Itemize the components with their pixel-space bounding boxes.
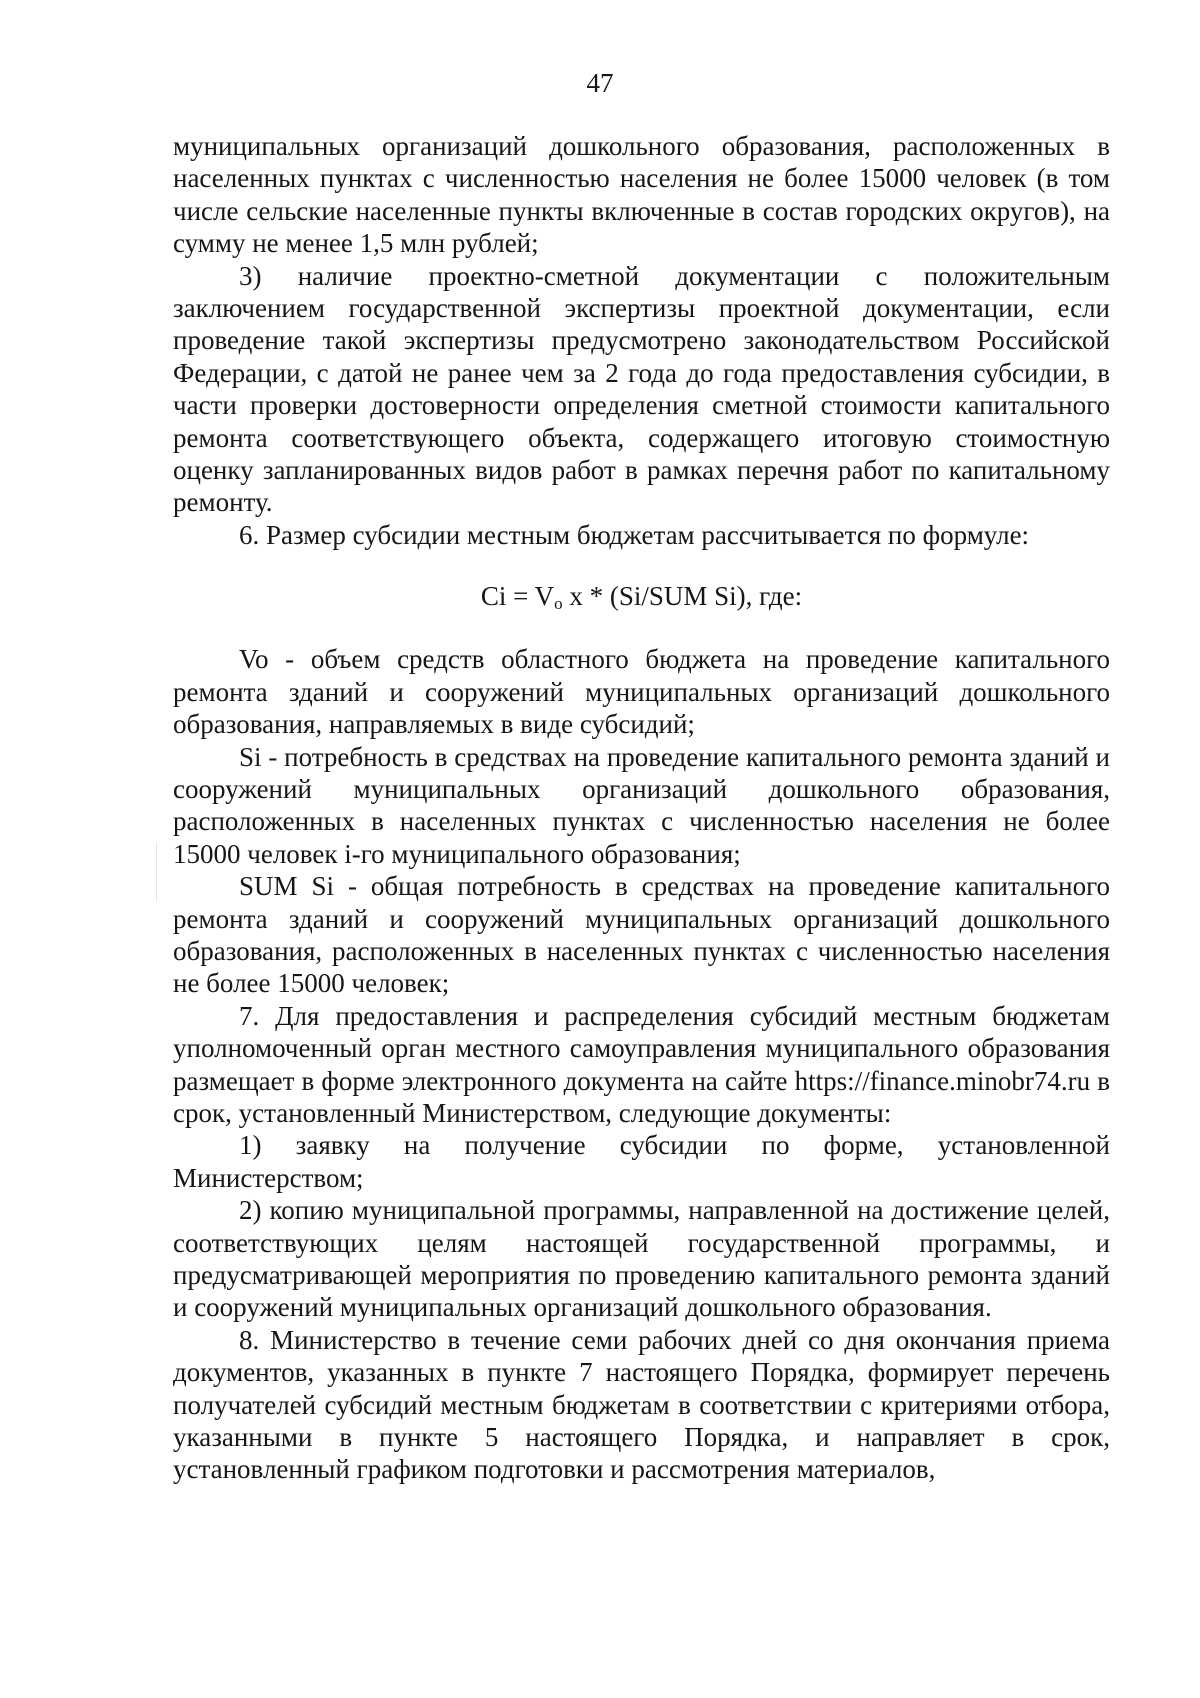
formula-lead: Ci = V	[480, 581, 555, 612]
paragraph-section-8: 8. Министерство в течение семи рабочих дней со дня окончания приема документов, указанных в пункте 7 настоящего Порядка, формирует перечень получателей субсидий местным бюджетам в соответствии с критериями отбора, указанными в пункте 5 настоящего Порядка, и направляет в срок, установленный графиком подготовки и рассмотрения материалов,	[173, 1324, 1110, 1485]
formula-tail: x * (Si/SUM Si), где:	[562, 581, 803, 612]
definition-vo: Vo - объем средств областного бюджета на проведение капитального ремонта зданий и сооружений муниципальных организаций дошкольного образования, направляемых в виде субсидий;	[173, 644, 1110, 740]
definition-sum-si: SUM Si - общая потребность в средствах на проведение капитального ремонта зданий и сооружений муниципальных организаций дошкольного образования, расположенных в населенных пунктах с численностью населения не более 15000 человек;	[173, 871, 1110, 999]
page-number: 47	[586, 68, 614, 98]
paragraph-section-6: 6. Размер субсидии местным бюджетам рассчитывается по формуле:	[239, 519, 1030, 550]
paragraph-item-3: 3) наличие проектно-сметной документации с положительным заключением государственной экспертизы проектной документации, если проведение такой экспертизы предусмотрено законодательством Российской Федерации, с датой не ранее чем за 2 года до года предоставления субсидии, в части проверки достоверности определения сметной стоимости капитального ремонта соответствующего объекта, содержащего итоговую стоимостную оценку запланированных видов работ в рамках перечня работ по капитальному ремонту.	[173, 260, 1110, 518]
document-body	[173, 130, 1110, 1486]
scan-artifact-line	[156, 842, 157, 902]
paragraph-doc-item-2: 2) копию муниципальной программы, направленной на достижение целей, соответствующих целям настоящей государственной программы, и предусматривающей мероприятия по проведению капитального ремонта зданий и сооружений муниципальных организаций дошкольного образования.	[173, 1195, 1110, 1323]
paragraph-continuation: муниципальных организаций дошкольного образования, расположенных в населенных пунктах с численностью населения не более 15000 человек (в том числе сельские населенные пункты включенные в состав городских округов), на сумму не менее 1,5 млн рублей;	[173, 131, 1110, 259]
formula-subscript: o	[554, 594, 563, 614]
paragraph-section-7: 7. Для предоставления и распределения субсидий местным бюджетам уполномоченный орган местного самоуправления муниципального образования размещает в форме электронного документа на сайте https://finance.minobr74.ru в срок, установленный Министерством, следующие документы:	[173, 1000, 1110, 1128]
paragraph-doc-item-1: 1) заявку на получение субсидии по форме, установленной Министерством;	[173, 1130, 1110, 1193]
definition-si: Si - потребность в средствах на проведение капитального ремонта зданий и сооружений муниципальных организаций дошкольного образования, расположенных в населенных пунктах с численностью населения не более 15000 человек i-го муниципального образования;	[173, 741, 1110, 869]
subsidy-formula	[173, 579, 1110, 613]
